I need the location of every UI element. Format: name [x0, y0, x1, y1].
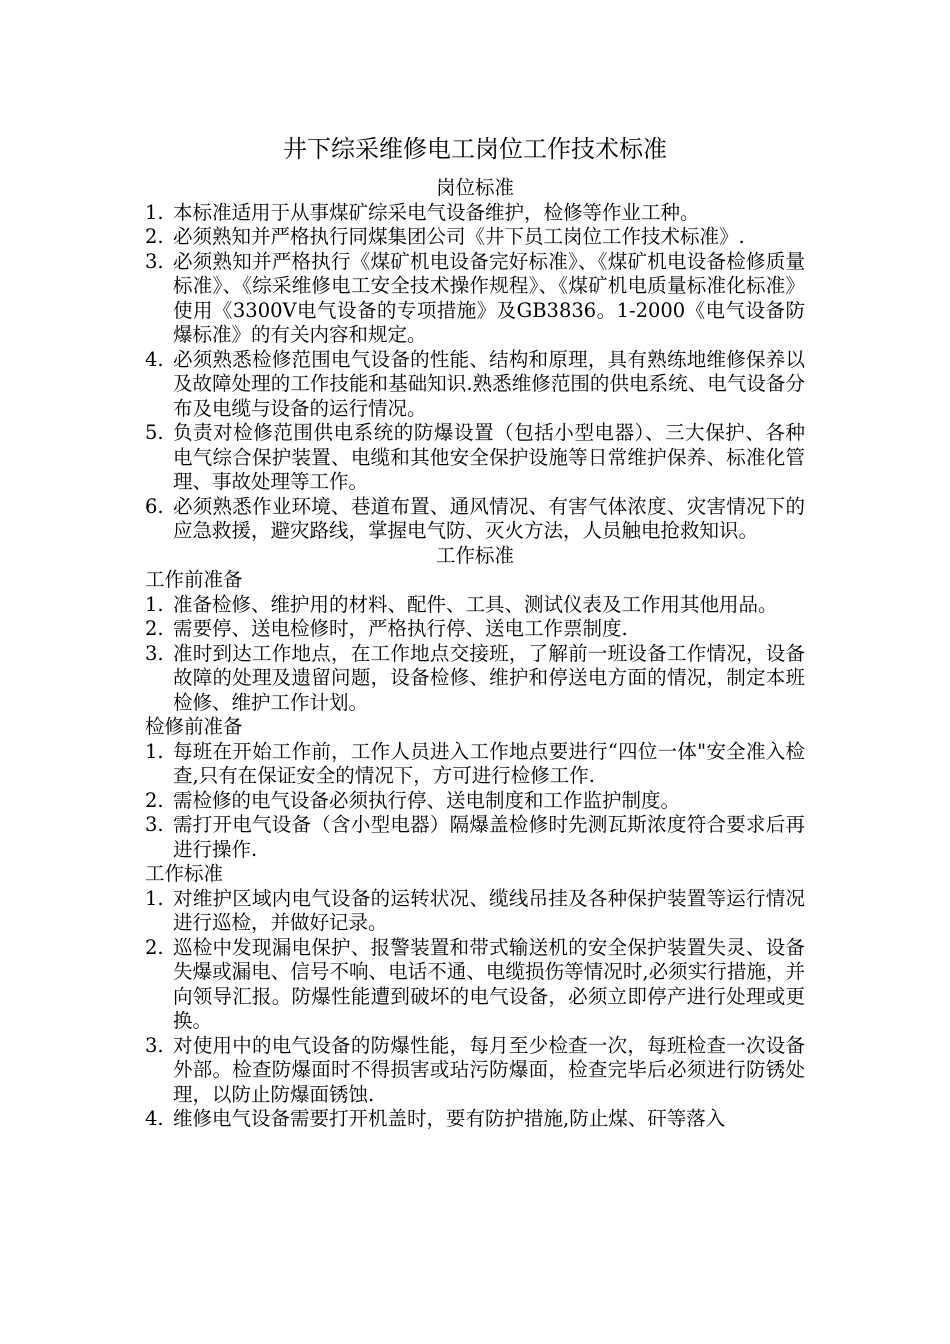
list-item: 1. 每班在开始工作前，工作人员进入工作地点要进行“四位一体"安全准入检查,只有在保证安全的情况下，方可进行检修工作. — [145, 739, 805, 787]
list-number: 1. — [145, 592, 164, 616]
subheading-pre-work: 工作前准备 — [145, 568, 243, 591]
list-item: 6. 必须熟悉作业环境、巷道布置、通风情况、有害气体浓度、灾害情况下的应急救援，避灾路线，掌握电气防、灭火方法，人员触电抢救知识。 — [145, 494, 805, 542]
list-item: 5. 负责对检修范围供电系统的防爆设置（包括小型电器）、三大保护、各种电气综合保护装置、电缆和其他安全保护设施等日常维护保养、标准化管理、事故处理等工作。 — [145, 421, 805, 493]
list-number: 4. — [145, 347, 164, 371]
list-item: 4. 必须熟悉检修范围电气设备的性能、结构和原理，具有熟练地维修保养以及故障处理的工作技能和基础知识.熟悉维修范围的供电系统、电气设备分布及电缆与设备的运行情况。 — [145, 347, 805, 420]
subheading-work-standard: 工作标准 — [145, 862, 224, 885]
list-number: 1. — [145, 886, 164, 910]
document-title: 井下综采维修电工岗位工作技术标准 — [283, 135, 667, 163]
list-number: 3. — [145, 249, 164, 273]
pre-maintenance-list — [145, 740, 805, 863]
subheading-pre-maintenance: 检修前准备 — [145, 715, 243, 738]
list-item: 1. 本标准适用于从事煤矿综采电气设备维护，检修等作业工种。 — [145, 200, 700, 224]
pre-work-list — [145, 593, 805, 716]
list-item: 1. 对维护区域内电气设备的运转状况、缆线吊挂及各种保护装置等运行情况进行巡检，并做好记录。 — [145, 886, 805, 934]
list-number: 2. — [145, 935, 164, 959]
list-item: 2. 巡检中发现漏电保护、报警装置和带式输送机的安全保护装置失灵、设备失爆或漏电、信号不响、电话不通、电缆损伤等情况时,必须实行措施，并向领导汇报。防爆性能遭到破坏的电气设备，必须立即停产进行处理或更换。 — [145, 935, 805, 1032]
list-item: 4. 维修电气设备需要打开机盖时，要有防护措施,防止煤、矸等落入 — [145, 1107, 726, 1130]
list-number: 2. — [145, 225, 164, 248]
section-heading-work-standard: 工作标准 — [435, 543, 514, 567]
list-number: 4. — [145, 1107, 164, 1130]
list-item: 2. 必须熟知并严格执行同煤集团公司《井下员工岗位工作技术标准》. — [145, 225, 745, 248]
list-number: 3. — [145, 641, 164, 665]
work-standard-list — [145, 887, 805, 1132]
document-body — [145, 176, 805, 1132]
list-item: 3. 需打开电气设备（含小型电器）隔爆盖检修时先测瓦斯浓度符合要求后再进行操作. — [145, 813, 805, 861]
list-number: 1. — [145, 200, 164, 224]
list-number: 2. — [145, 617, 164, 640]
list-number: 3. — [145, 1033, 164, 1057]
post-standard-list — [145, 201, 805, 544]
list-item: 2. 需要停、送电检修时，严格执行停、送电工作票制度. — [145, 617, 628, 640]
list-number: 1. — [145, 739, 164, 763]
list-number: 3. — [145, 813, 164, 836]
list-item: 3. 必须熟知并严格执行《煤矿机电设备完好标准》、《煤矿机电设备检修质量标准》、《综采维修电工安全技术操作规程》、《煤矿机电质量标准化标准》使用《3300V电气设备的专项措施》及GB3836。1-2000《电气设备防爆标准》的有关内容和规定。 — [145, 249, 805, 346]
list-number: 6. — [145, 494, 164, 518]
list-item: 3. 准时到达工作地点，在工作地点交接班，了解前一班设备工作情况，设备故障的处理及遗留问题，设备检修、维护和停送电方面的情况，制定本班检修、维护工作计划。 — [145, 641, 805, 714]
section-heading-post-standard: 岗位标准 — [435, 176, 514, 199]
list-item: 3. 对使用中的电气设备的防爆性能，每月至少检查一次，每班检查一次设备外部。检查防爆面时不得损害或玷污防爆面，检查完毕后必须进行防锈处理，以防止防爆面锈蚀. — [145, 1033, 805, 1106]
list-number: 5. — [145, 421, 164, 444]
list-item: 1. 准备检修、维护用的材料、配件、工具、测试仪表及工作用其他用品。 — [145, 592, 778, 616]
list-item: 2. 需检修的电气设备必须执行停、送电制度和工作监护制度。 — [145, 788, 681, 812]
list-number: 2. — [145, 788, 164, 812]
